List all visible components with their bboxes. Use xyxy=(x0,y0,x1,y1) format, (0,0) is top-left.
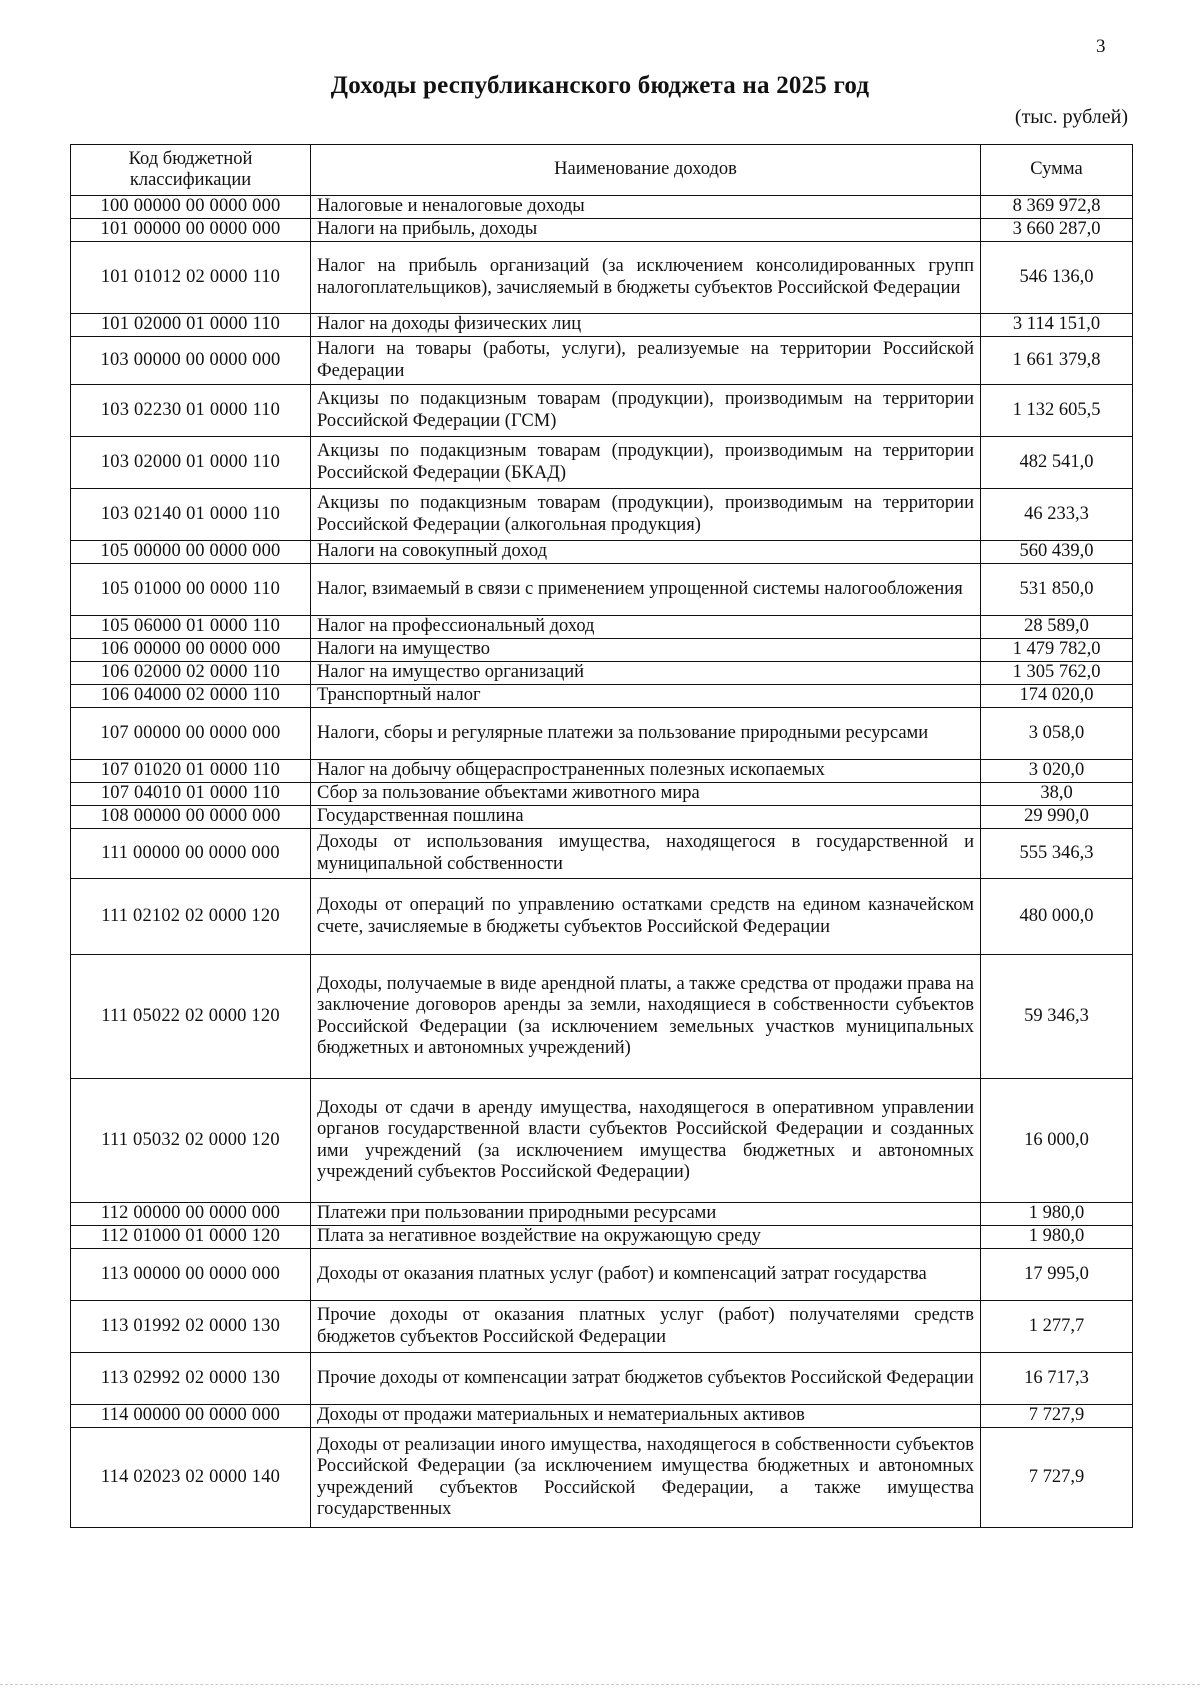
row-code: 111 05022 02 0000 120 xyxy=(71,955,311,1079)
row-code: 105 06000 01 0000 110 xyxy=(71,616,311,639)
header-name: Наименование доходов xyxy=(311,145,981,196)
row-code: 103 02000 01 0000 110 xyxy=(71,437,311,489)
row-code: 103 02140 01 0000 110 xyxy=(71,489,311,541)
table-row xyxy=(71,1079,1133,1203)
row-sum: 1 132 605,5 xyxy=(981,385,1133,437)
row-name: Доходы от использования имущества, находящегося в государственной и муниципальной собственности xyxy=(311,829,981,879)
row-name: Налоговые и неналоговые доходы xyxy=(311,196,981,219)
row-code: 106 04000 02 0000 110 xyxy=(71,685,311,708)
row-sum: 7 727,9 xyxy=(981,1405,1133,1428)
table-row xyxy=(71,760,1133,783)
row-code: 105 01000 00 0000 110 xyxy=(71,564,311,616)
table-row xyxy=(71,489,1133,541)
header-code: Код бюджетной классификации xyxy=(71,145,311,196)
row-sum: 3 660 287,0 xyxy=(981,219,1133,242)
table-row xyxy=(71,541,1133,564)
row-sum: 482 541,0 xyxy=(981,437,1133,489)
row-sum: 16 717,3 xyxy=(981,1353,1133,1405)
row-code: 114 00000 00 0000 000 xyxy=(71,1405,311,1428)
row-sum: 29 990,0 xyxy=(981,806,1133,829)
table-row xyxy=(71,783,1133,806)
page-number: 3 xyxy=(1096,36,1106,57)
table-row xyxy=(71,219,1133,242)
row-code: 108 00000 00 0000 000 xyxy=(71,806,311,829)
table-row xyxy=(71,1428,1133,1528)
row-sum: 17 995,0 xyxy=(981,1249,1133,1301)
income-table xyxy=(70,144,1133,1528)
table-row xyxy=(71,708,1133,760)
row-sum: 28 589,0 xyxy=(981,616,1133,639)
row-name: Акцизы по подакцизным товарам (продукции), производимым на территории Российской Федерации (БКАД) xyxy=(311,437,981,489)
row-sum: 531 850,0 xyxy=(981,564,1133,616)
row-code: 103 02230 01 0000 110 xyxy=(71,385,311,437)
row-name: Транспортный налог xyxy=(311,685,981,708)
row-code: 113 02992 02 0000 130 xyxy=(71,1353,311,1405)
row-name: Доходы от операций по управлению остатками средств на едином казначейском счете, зачисляемые в бюджеты субъектов Российской Федерации xyxy=(311,879,981,955)
table-row xyxy=(71,1249,1133,1301)
row-code: 111 00000 00 0000 000 xyxy=(71,829,311,879)
table-row xyxy=(71,1203,1133,1226)
row-name: Налог на доходы физических лиц xyxy=(311,314,981,337)
row-name: Налоги на совокупный доход xyxy=(311,541,981,564)
table-row xyxy=(71,385,1133,437)
row-name: Налоги на товары (работы, услуги), реализуемые на территории Российской Федерации xyxy=(311,337,981,385)
row-name: Налог на профессиональный доход xyxy=(311,616,981,639)
row-code: 112 00000 00 0000 000 xyxy=(71,1203,311,1226)
row-code: 111 05032 02 0000 120 xyxy=(71,1079,311,1203)
row-sum: 3 020,0 xyxy=(981,760,1133,783)
row-sum: 59 346,3 xyxy=(981,955,1133,1079)
header-sum: Сумма xyxy=(981,145,1133,196)
row-sum: 3 058,0 xyxy=(981,708,1133,760)
row-sum: 1 305 762,0 xyxy=(981,662,1133,685)
row-code: 112 01000 01 0000 120 xyxy=(71,1226,311,1249)
table-row xyxy=(71,1301,1133,1353)
row-code: 107 00000 00 0000 000 xyxy=(71,708,311,760)
table-row xyxy=(71,616,1133,639)
row-name: Платежи при пользовании природными ресурсами xyxy=(311,1203,981,1226)
row-name: Сбор за пользование объектами животного мира xyxy=(311,783,981,806)
table-row xyxy=(71,242,1133,314)
page-title: Доходы республиканского бюджета на 2025 год xyxy=(330,72,870,99)
row-code: 101 02000 01 0000 110 xyxy=(71,314,311,337)
table-row xyxy=(71,639,1133,662)
row-code: 106 02000 02 0000 110 xyxy=(71,662,311,685)
table-row xyxy=(71,1353,1133,1405)
row-code: 114 02023 02 0000 140 xyxy=(71,1428,311,1528)
row-name: Доходы от оказания платных услуг (работ) и компенсаций затрат государства xyxy=(311,1249,981,1301)
row-code: 106 00000 00 0000 000 xyxy=(71,639,311,662)
row-sum: 480 000,0 xyxy=(981,879,1133,955)
table-row xyxy=(71,806,1133,829)
row-name: Налог на прибыль организаций (за исключением консолидированных групп налогоплательщиков), зачисляемый в бюджеты субъектов Российской Федерации xyxy=(311,242,981,314)
table-row xyxy=(71,685,1133,708)
table-header-row xyxy=(71,145,1133,196)
row-code: 111 02102 02 0000 120 xyxy=(71,879,311,955)
row-sum: 38,0 xyxy=(981,783,1133,806)
table-row xyxy=(71,314,1133,337)
row-code: 107 04010 01 0000 110 xyxy=(71,783,311,806)
row-name: Прочие доходы от оказания платных услуг (работ) получателями средств бюджетов субъектов Российской Федерации xyxy=(311,1301,981,1353)
row-code: 113 00000 00 0000 000 xyxy=(71,1249,311,1301)
row-name: Налог на имущество организаций xyxy=(311,662,981,685)
row-code: 100 00000 00 0000 000 xyxy=(71,196,311,219)
table-row xyxy=(71,955,1133,1079)
table-row xyxy=(71,196,1133,219)
row-name: Налоги, сборы и регулярные платежи за пользование природными ресурсами xyxy=(311,708,981,760)
table-row xyxy=(71,879,1133,955)
row-sum: 1 661 379,8 xyxy=(981,337,1133,385)
row-code: 101 00000 00 0000 000 xyxy=(71,219,311,242)
row-sum: 16 000,0 xyxy=(981,1079,1133,1203)
row-name: Налог на добычу общераспространенных полезных ископаемых xyxy=(311,760,981,783)
row-name: Доходы, получаемые в виде арендной платы, а также средства от продажи права на заключение договоров аренды за земли, находящиеся в собственности субъектов Российской Федерации (за исключением земельных участков муниципальных бюджетных и автономных учреждений) xyxy=(311,955,981,1079)
row-sum: 546 136,0 xyxy=(981,242,1133,314)
row-sum: 7 727,9 xyxy=(981,1428,1133,1528)
row-code: 101 01012 02 0000 110 xyxy=(71,242,311,314)
table-row xyxy=(71,829,1133,879)
row-sum: 555 346,3 xyxy=(981,829,1133,879)
row-sum: 560 439,0 xyxy=(981,541,1133,564)
row-sum: 3 114 151,0 xyxy=(981,314,1133,337)
row-name: Акцизы по подакцизным товарам (продукции), производимым на территории Российской Федерации (ГСМ) xyxy=(311,385,981,437)
row-name: Акцизы по подакцизным товарам (продукции), производимым на территории Российской Федерации (алкогольная продукция) xyxy=(311,489,981,541)
table-row xyxy=(71,437,1133,489)
units-label: (тыс. рублей) xyxy=(1014,106,1128,128)
table-row xyxy=(71,337,1133,385)
row-code: 105 00000 00 0000 000 xyxy=(71,541,311,564)
row-sum: 174 020,0 xyxy=(981,685,1133,708)
table-row xyxy=(71,1405,1133,1428)
row-name: Налоги на прибыль, доходы xyxy=(311,219,981,242)
row-sum: 8 369 972,8 xyxy=(981,196,1133,219)
row-name: Государственная пошлина xyxy=(311,806,981,829)
table-row xyxy=(71,662,1133,685)
row-sum: 1 980,0 xyxy=(981,1226,1133,1249)
row-code: 113 01992 02 0000 130 xyxy=(71,1301,311,1353)
row-sum: 1 980,0 xyxy=(981,1203,1133,1226)
scan-artifact-line xyxy=(0,1684,1200,1687)
row-name: Налог, взимаемый в связи с применением упрощенной системы налогообложения xyxy=(311,564,981,616)
row-name: Доходы от сдачи в аренду имущества, находящегося в оперативном управлении органов государственной власти субъектов Российской Федерации и созданных ими учреждений (за исключением имущества бюджетных и автономных учреждений субъектов Российской Федерации) xyxy=(311,1079,981,1203)
row-name: Налоги на имущество xyxy=(311,639,981,662)
table-row xyxy=(71,1226,1133,1249)
row-sum: 46 233,3 xyxy=(981,489,1133,541)
row-sum: 1 479 782,0 xyxy=(981,639,1133,662)
row-name: Доходы от продажи материальных и нематериальных активов xyxy=(311,1405,981,1428)
row-name: Плата за негативное воздействие на окружающую среду xyxy=(311,1226,981,1249)
table-row xyxy=(71,564,1133,616)
row-name: Доходы от реализации иного имущества, находящегося в собственности субъектов Российской Федерации (за исключением имущества бюджетных и автономных учреждений субъектов Российской Федерации, а также имущества государственных xyxy=(311,1428,981,1528)
row-code: 107 01020 01 0000 110 xyxy=(71,760,311,783)
row-sum: 1 277,7 xyxy=(981,1301,1133,1353)
row-name: Прочие доходы от компенсации затрат бюджетов субъектов Российской Федерации xyxy=(311,1353,981,1405)
row-code: 103 00000 00 0000 000 xyxy=(71,337,311,385)
